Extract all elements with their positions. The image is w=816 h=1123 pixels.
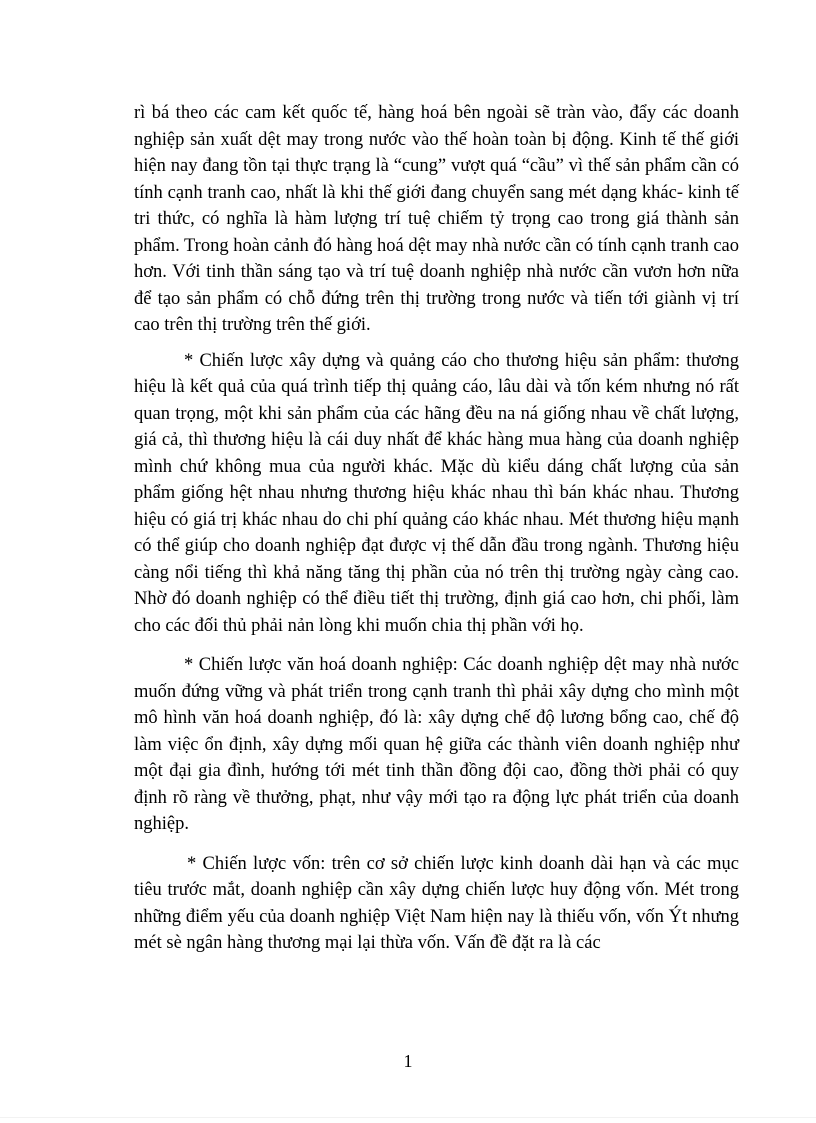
page-number: 1 <box>403 1051 413 1071</box>
body-text <box>134 100 739 957</box>
paragraph-continuation: rì bá theo các cam kết quốc tế, hàng hoá bên ngoài sẽ tràn vào, đẩy các doanh nghiệp sản xuất dệt may trong nước vào thế hoàn toàn bị động. Kinh tế thế giới hiện nay đang tồn tại thực trạng là “cung” vượt quá “cầu” vì thế sản phẩm cần có tính cạnh tranh cao, nhất là khi thế giới đang chuyển sang mét dạng khác- kinh tế tri thức, có nghĩa là hàm lượng trí tuệ chiếm tỷ trọng cao trong giá thành sản phẩm. Trong hoàn cảnh đó hàng hoá dệt may nhà nước cần có tính cạnh tranh cao hơn. Với tinh thần sáng tạo và trí tuệ doanh nghiệp nhà nước cần vươn hơn nữa để tạo sản phẩm có chỗ đứng trên thị trường trong nước và tiến tới giành vị trí cao trên thị trường trên thế giới. <box>134 103 739 335</box>
paragraph-brand-strategy: * Chiến lược xây dựng và quảng cáo cho thương hiệu sản phẩm: thương hiệu là kết quả của quá trình tiếp thị quảng cáo, lâu dài và tốn kém nhưng nó rất quan trọng, một khi sản phẩm của các hãng đều na ná giống nhau về chất lượng, giá cả, thì thương hiệu là cái duy nhất để khác hàng mua hàng của doanh nghiệp mình chứ không mua của người khác. Mặc dù kiểu dáng chất lượng của sản phẩm giống hệt nhau nhưng thương hiệu khác nhau thì bán khác nhau. Thương hiệu có giá trị khác nhau do chi phí quảng cáo khác nhau. Mét thương hiệu mạnh có thể giúp cho doanh nghiệp đạt được vị thế dẫn đầu trong ngành. Thương hiệu càng nổi tiếng thì khả năng tăng thị phần của nó trên thị trường ngày càng cao. Nhờ đó doanh nghiệp có thể điều tiết thị trường, định giá cao hơn, chi phối, làm cho các đối thủ phải nản lòng khi muốn chia thị phần với họ. <box>134 350 739 636</box>
paragraph-corporate-culture: * Chiến lược văn hoá doanh nghiệp: Các doanh nghiệp dệt may nhà nước muốn đứng vững và phát triển trong cạnh tranh thì phải xây dựng cho mình một mô hình văn hoá doanh nghiệp, đó là: xây dựng chế độ lương bổng cao, chế độ làm việc ổn định, xây dựng mối quan hệ giữa các thành viên doanh nghiệp như một đại gia đình, hướng tới mét tinh thần đồng đội cao, đồng thời phải có quy định rõ ràng về thưởng, phạt, như vậy mới tạo ra động lực phát triển của doanh nghiệp. <box>134 655 739 834</box>
paragraph-capital-strategy: * Chiến lược vốn: trên cơ sở chiến lược kinh doanh dài hạn và các mục tiêu trước mắt, doanh nghiệp cần xây dựng chiến lược huy động vốn. Mét trong những điểm yếu của doanh nghiệp Việt Nam hiện nay là thiếu vốn, vốn Ýt nhưng mét sè ngân hàng thương mại lại thừa vốn. Vấn đề đặt ra là các <box>134 853 739 953</box>
page-bottom-edge <box>0 1117 816 1118</box>
